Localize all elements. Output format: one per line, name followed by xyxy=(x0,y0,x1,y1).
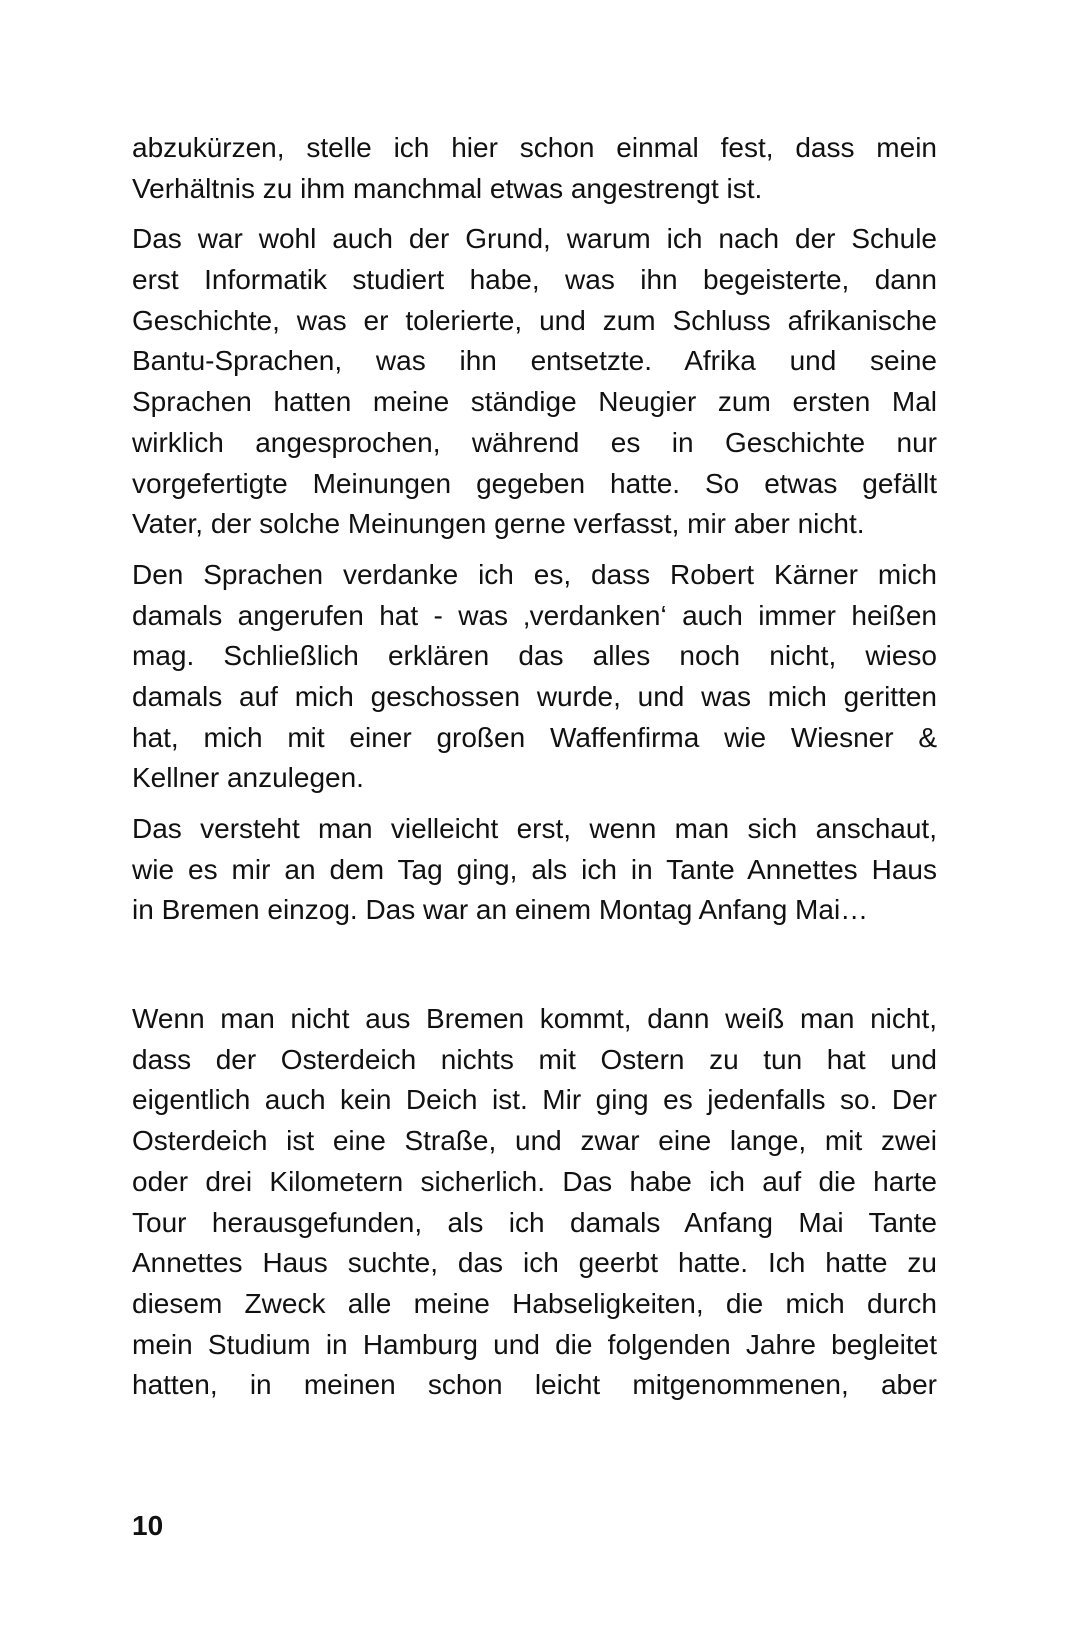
text-line: diesem Zweck alle meine Habseligkeiten, die mich durch xyxy=(132,1287,937,1319)
text-line: wie es mir an dem Tag ging, als ich in Tante Annettes Haus xyxy=(132,853,937,885)
text-line: abzukürzen, stelle ich hier schon einmal fest, dass mein xyxy=(132,132,937,163)
text-line: oder drei Kilometern sicherlich. Das habe ich auf die harte xyxy=(132,1165,937,1197)
section-break xyxy=(132,941,937,999)
text-line: Verhältnis zu ihm manchmal etwas angestrengt ist. xyxy=(132,172,763,204)
text-line: hatten, in meinen schon leicht mitgenommenen, aber xyxy=(132,1369,937,1401)
text-line: Kellner anzulegen. xyxy=(132,762,364,794)
text-line: dass der Osterdeich nichts mit Ostern zu tun hat und xyxy=(132,1043,937,1075)
paragraph xyxy=(132,219,937,545)
text-line: Geschichte, was er tolerierte, und zum Schluss afrikanische xyxy=(132,304,937,336)
text-line: mag. Schließlich erklären das alles noch nicht, wieso xyxy=(132,640,937,672)
page-body xyxy=(132,128,937,1416)
paragraph xyxy=(132,999,937,1406)
text-line: Das versteht man vielleicht erst, wenn man sich anschaut, xyxy=(132,813,937,844)
text-line: Sprachen hatten meine ständige Neugier zum ersten Mal xyxy=(132,386,937,418)
text-line: Bantu-Sprachen, was ihn entsetzte. Afrika und seine xyxy=(132,345,937,377)
text-line: in Bremen einzog. Das war an einem Montag Anfang Mai… xyxy=(132,894,869,926)
paragraph xyxy=(132,809,937,931)
text-line: eigentlich auch kein Deich ist. Mir ging es jedenfalls so. Der xyxy=(132,1084,937,1116)
text-line: Den Sprachen verdanke ich es, dass Robert Kärner mich xyxy=(132,558,937,590)
page-number: 10 xyxy=(132,1510,164,1541)
text-line: mein Studium in Hamburg und die folgenden Jahre begleitet xyxy=(132,1328,937,1360)
text-line: Das war wohl auch der Grund, warum ich nach der Schule xyxy=(132,223,937,255)
text-line: Annettes Haus suchte, das ich geerbt hatte. Ich hatte zu xyxy=(132,1247,937,1279)
text-line: erst Informatik studiert habe, was ihn begeisterte, dann xyxy=(132,264,937,296)
text-line: Vater, der solche Meinungen gerne verfasst, mir aber nicht. xyxy=(132,508,865,540)
text-line: Tour herausgefunden, als ich damals Anfang Mai Tante xyxy=(132,1206,937,1238)
paragraph xyxy=(132,555,937,799)
text-line: hat, mich mit einer großen Waffenfirma wie Wiesner & xyxy=(132,721,937,753)
text-line: Wenn man nicht aus Bremen kommt, dann weiß man nicht, xyxy=(132,1003,937,1035)
text-line: vorgefertigte Meinungen gegeben hatte. So etwas gefällt xyxy=(132,467,937,499)
text-line: damals auf mich geschossen wurde, und was mich geritten xyxy=(132,680,937,712)
text-line: damals angerufen hat - was ‚verdanken‘ auch immer heißen xyxy=(132,599,937,631)
text-line: wirklich angesprochen, während es in Geschichte nur xyxy=(132,426,937,458)
paragraph xyxy=(132,128,937,209)
text-line: Osterdeich ist eine Straße, und zwar eine lange, mit zwei xyxy=(132,1125,937,1157)
